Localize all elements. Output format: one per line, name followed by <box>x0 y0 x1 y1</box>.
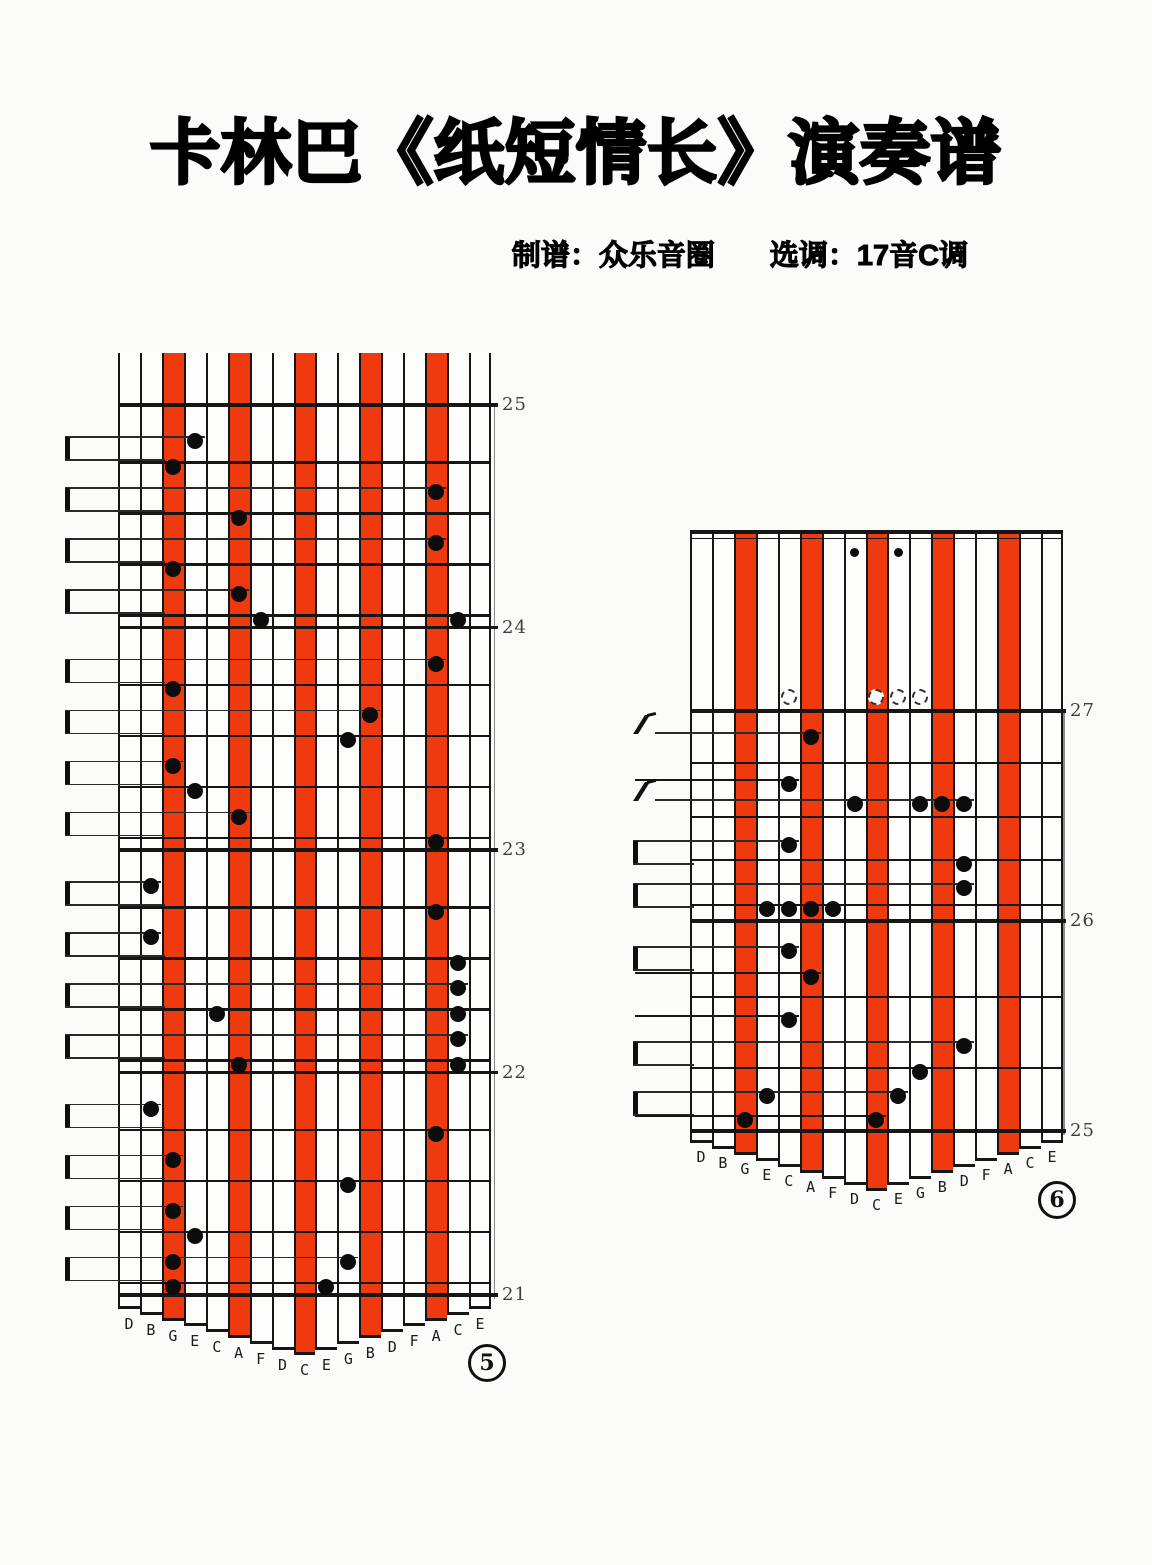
note-dot <box>428 656 444 672</box>
half-beat-line <box>65 659 446 661</box>
half-beat-cap <box>65 590 70 613</box>
beat-line <box>118 512 491 515</box>
tine-strip <box>381 353 403 1332</box>
tine-strip-painted <box>359 353 381 1338</box>
tine-letter: D <box>387 1338 397 1357</box>
note-dot <box>759 901 775 917</box>
half-beat-line <box>65 710 380 712</box>
note-dot <box>165 1203 181 1219</box>
note-dot <box>165 459 181 475</box>
glissando-icon <box>631 713 657 737</box>
tine-letter: C <box>1025 1154 1035 1172</box>
note-dot <box>231 1057 247 1073</box>
half-beat-line <box>633 883 974 885</box>
note-small-dot <box>894 548 903 557</box>
bar-number: 25 <box>502 394 527 416</box>
half-beat-underline <box>633 906 694 908</box>
half-beat-line <box>65 1034 468 1036</box>
beat-line <box>118 1008 491 1011</box>
tine-letter: D <box>124 1315 134 1333</box>
tine-letter: G <box>343 1349 353 1368</box>
beat-line <box>690 816 1063 819</box>
tine-strip <box>1041 530 1063 1143</box>
tine-letter: G <box>168 1326 178 1345</box>
glissando-icon <box>631 780 657 804</box>
beat-line <box>118 735 491 738</box>
beat-line <box>118 1231 491 1234</box>
half-beat-cap <box>65 539 70 562</box>
tine-strip-painted <box>228 353 250 1338</box>
half-beat-line <box>65 812 249 814</box>
tine-letter: F <box>828 1184 838 1202</box>
half-beat-underline <box>633 969 694 971</box>
half-beat-cap <box>65 813 70 836</box>
half-beat-cap <box>65 1105 70 1128</box>
note-dot <box>428 1126 444 1142</box>
tine-strip <box>844 530 866 1185</box>
note-dot <box>450 612 466 628</box>
half-beat-cap <box>65 1035 70 1058</box>
tine-letter: D <box>959 1172 969 1190</box>
note-dot <box>428 484 444 500</box>
tine-letter: C <box>871 1196 881 1214</box>
note-dot <box>143 878 159 894</box>
beat-line <box>118 1180 491 1183</box>
grid-top-line <box>690 538 1063 540</box>
tine-letter: D <box>696 1148 706 1166</box>
note-dot <box>450 955 466 971</box>
tine-letter: B <box>146 1320 156 1339</box>
bar-number: 26 <box>1070 910 1095 932</box>
note-dot <box>362 707 378 723</box>
section-number-badge: 6 <box>1038 1181 1076 1219</box>
beat-line <box>690 1067 1063 1070</box>
note-dot <box>428 535 444 551</box>
half-beat-cap <box>65 984 70 1007</box>
tine-letter: F <box>409 1332 419 1351</box>
tine-letter: D <box>278 1355 288 1374</box>
note-dot <box>340 1254 356 1270</box>
bar-line <box>118 403 498 407</box>
half-beat-cap <box>65 437 70 460</box>
tine-letter: E <box>190 1332 200 1351</box>
bar-number: 21 <box>502 1284 527 1306</box>
tine-letter: E <box>1047 1148 1057 1166</box>
gliss-line <box>655 732 821 734</box>
tine-letter: E <box>762 1166 772 1184</box>
tine-letter: F <box>256 1349 266 1368</box>
tine-letter: B <box>937 1178 947 1196</box>
tine-letter: E <box>893 1190 903 1208</box>
half-beat-cap <box>65 488 70 511</box>
note-dot <box>143 929 159 945</box>
key-label: 选调：17音C调 <box>769 240 969 272</box>
bar-line <box>690 1129 1066 1133</box>
note-dot <box>759 1088 775 1104</box>
note-dot <box>781 943 797 959</box>
tine-strip <box>469 353 491 1309</box>
tine-strip-painted <box>997 530 1019 1155</box>
note-dot <box>781 1012 797 1028</box>
grid-right-border <box>494 405 496 1299</box>
half-beat-cap <box>633 1042 638 1065</box>
tine-strip <box>822 530 844 1179</box>
half-beat-line <box>65 983 468 985</box>
tine-strip <box>690 530 712 1143</box>
half-beat-cap <box>65 1258 70 1281</box>
tine-letter: C <box>299 1361 309 1380</box>
half-beat-line <box>65 589 249 591</box>
tine-strip-painted <box>931 530 953 1173</box>
tine-letter: F <box>981 1166 991 1184</box>
note-dot <box>450 980 466 996</box>
tine-strip <box>447 353 469 1315</box>
beat-line <box>690 859 1063 862</box>
half-beat-line-plain <box>635 1115 886 1117</box>
bar-line <box>690 919 1066 923</box>
tine-letter: A <box>1003 1160 1013 1178</box>
half-beat-cap <box>65 711 70 734</box>
note-dot <box>165 681 181 697</box>
section-number-badge: 5 <box>468 1344 506 1382</box>
note-dot <box>231 510 247 526</box>
beat-line <box>690 904 1063 907</box>
half-beat-underline <box>633 1064 694 1066</box>
half-beat-cap <box>65 762 70 785</box>
note-dot <box>165 758 181 774</box>
tine-letter: A <box>234 1344 244 1362</box>
beat-line <box>690 762 1063 765</box>
note-dot <box>781 776 797 792</box>
grid-right-border <box>1063 711 1065 1135</box>
bar-number: 25 <box>1070 1120 1095 1142</box>
note-dot <box>231 809 247 825</box>
half-beat-line-plain <box>635 1015 799 1017</box>
tine-strip <box>909 530 931 1179</box>
beat-line <box>118 957 491 960</box>
bar-number: 22 <box>502 1061 527 1083</box>
note-dot <box>253 612 269 628</box>
note-dot <box>781 837 797 853</box>
tine-letter: E <box>475 1315 485 1333</box>
note-small-dot <box>850 548 859 557</box>
note-dot <box>428 834 444 850</box>
credit-label: 制谱：众乐音圈 <box>511 240 715 272</box>
page-title: 卡林巴《纸短情长》演奏谱 <box>150 114 1002 192</box>
tine-strip <box>1019 530 1041 1149</box>
tine-letter: C <box>212 1338 222 1357</box>
half-beat-cap <box>65 933 70 956</box>
note-dot <box>187 783 203 799</box>
tine-letter: B <box>718 1154 728 1172</box>
bar-line <box>690 709 1066 713</box>
tine-strip <box>887 530 909 1185</box>
half-beat-cap <box>633 1092 638 1115</box>
note-dot <box>803 901 819 917</box>
note-dot <box>450 1057 466 1073</box>
half-beat-line <box>65 1257 358 1259</box>
note-dot <box>143 1101 159 1117</box>
grid-top-line <box>690 530 1063 534</box>
note-dot <box>187 433 203 449</box>
note-dot <box>803 729 819 745</box>
note-dot <box>165 561 181 577</box>
tine-letter: E <box>321 1355 331 1374</box>
note-dot <box>187 1228 203 1244</box>
tine-strip-painted <box>294 353 316 1355</box>
half-beat-cap <box>633 947 638 970</box>
half-beat-cap <box>633 884 638 907</box>
tine-letter: G <box>740 1160 750 1178</box>
note-hollow-dot <box>781 689 797 705</box>
bar-number: 24 <box>502 616 527 638</box>
note-dot <box>781 901 797 917</box>
half-beat-cap <box>65 660 70 683</box>
note-dot <box>847 796 863 812</box>
note-dot <box>165 1279 181 1295</box>
note-dot <box>825 901 841 917</box>
note-dot <box>737 1112 753 1128</box>
bar-number: 23 <box>502 839 527 861</box>
tine-letter: C <box>784 1172 794 1190</box>
half-beat-cap <box>65 882 70 905</box>
tine-strip <box>953 530 975 1167</box>
half-beat-line <box>65 538 446 540</box>
note-dot <box>428 904 444 920</box>
tine-strip <box>118 353 140 1309</box>
tine-letter: A <box>806 1178 816 1196</box>
bar-line <box>118 848 498 852</box>
tine-letter: B <box>365 1344 375 1362</box>
beat-line <box>690 996 1063 999</box>
bar-line <box>118 1071 498 1075</box>
half-beat-cap <box>633 841 638 864</box>
note-dot <box>231 586 247 602</box>
note-dot <box>165 1152 181 1168</box>
tine-letter: D <box>850 1190 860 1208</box>
half-beat-line <box>633 840 799 842</box>
half-beat-line <box>65 436 205 438</box>
tine-strip-painted <box>800 530 822 1173</box>
score-meta <box>420 233 1060 274</box>
beat-line <box>118 614 491 617</box>
tine-strip-painted <box>734 530 756 1155</box>
bar-line <box>118 626 498 630</box>
half-beat-underline <box>633 863 694 865</box>
note-dot <box>803 969 819 985</box>
note-dot <box>450 1031 466 1047</box>
note-dot <box>209 1006 225 1022</box>
half-beat-cap <box>65 1156 70 1179</box>
half-beat-cap <box>65 1207 70 1230</box>
half-beat-line <box>633 1041 974 1043</box>
half-beat-line <box>65 487 446 489</box>
tine-letter: C <box>453 1320 463 1339</box>
half-beat-line <box>633 946 799 948</box>
half-beat-line-plain <box>635 779 799 781</box>
note-dot <box>165 1254 181 1270</box>
tine-letter: G <box>915 1184 925 1202</box>
beat-line <box>118 1059 491 1062</box>
tine-strip <box>206 353 228 1332</box>
half-beat-line-plain <box>635 972 821 974</box>
tine-letter: A <box>431 1326 441 1345</box>
note-dot <box>450 1006 466 1022</box>
beat-line <box>118 786 491 789</box>
bar-number: 27 <box>1070 700 1095 722</box>
